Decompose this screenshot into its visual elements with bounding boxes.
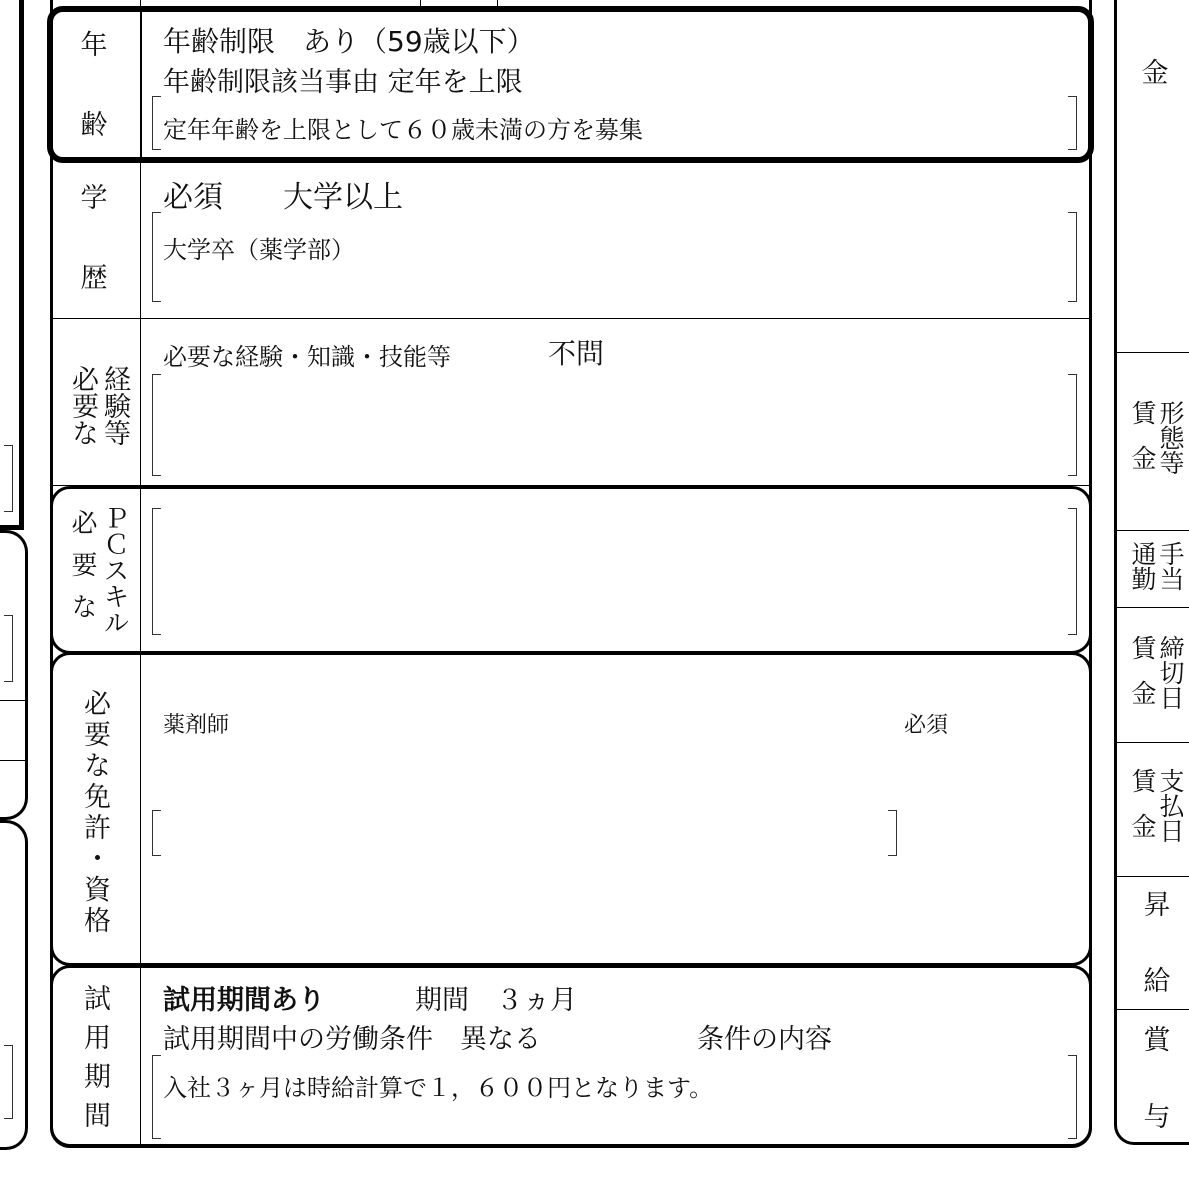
- age-note: 定年年齢を上限として６０歳未満の方を募集: [163, 116, 643, 144]
- age-label-bottom: 齢: [80, 110, 108, 141]
- pc-skills-label-col1: 必要な: [67, 509, 97, 635]
- experience-skills-label: 必要な経験・知識・技能等: [163, 343, 451, 371]
- education-requirement: 必須 大学以上: [163, 180, 403, 215]
- bonus-label-top: 賞: [1143, 1025, 1171, 1056]
- commute-label-col2: 手当: [1156, 541, 1185, 591]
- education-label-bottom: 歴: [80, 263, 108, 294]
- trial-conditions: 試用期間中の労働条件 異なる: [163, 1024, 541, 1055]
- payday-label-col2: 支払日: [1156, 768, 1185, 843]
- trial-note: 入社３ヶ月は時給計算で１，６００円となります。: [163, 1074, 714, 1102]
- trial-exists: 試用期間あり: [163, 985, 325, 1016]
- experience-label-col2: 経験等: [99, 364, 130, 446]
- experience-skills-value: 不問: [548, 337, 605, 370]
- license-item: 薬剤師: [163, 713, 230, 738]
- experience-label-col1: 必要な: [67, 364, 98, 446]
- pc-skills-label-col2: ＰＣスキル: [99, 505, 129, 635]
- payday-label-col1: 賃金: [1128, 768, 1157, 858]
- license-requirement: 必須: [904, 713, 949, 738]
- trial-label: 試用期間: [79, 984, 110, 1140]
- closing-date-label-col1: 賃金: [1128, 635, 1157, 725]
- license-label: 必要な免許・資格: [79, 688, 110, 937]
- raise-label-top: 昇: [1143, 890, 1171, 921]
- age-limit-line: 年齢制限 あり（59歳以下）: [163, 25, 535, 58]
- trial-conditions-detail-label: 条件の内容: [697, 1024, 832, 1055]
- education-label-top: 学: [80, 183, 108, 214]
- age-reason-line: 年齢制限該当事由 定年を上限: [163, 67, 523, 98]
- wage-form-label-col2: 形態等: [1156, 400, 1185, 475]
- pc-skills-section-box: [50, 486, 1092, 654]
- license-section-box: [50, 652, 1092, 966]
- age-label-top: 年: [80, 30, 108, 61]
- education-note: 大学卒（薬学部）: [163, 236, 355, 264]
- trial-period: 期間 ３ヵ月: [415, 985, 577, 1016]
- raise-label-bottom: 給: [1143, 966, 1171, 997]
- wage-form-label-col1: 賃金: [1128, 400, 1157, 490]
- closing-date-label-col2: 締切日: [1156, 635, 1185, 710]
- wage-label: 金: [1141, 58, 1169, 89]
- commute-label-col1: 通勤: [1128, 541, 1157, 591]
- bonus-label-bottom: 与: [1143, 1102, 1171, 1133]
